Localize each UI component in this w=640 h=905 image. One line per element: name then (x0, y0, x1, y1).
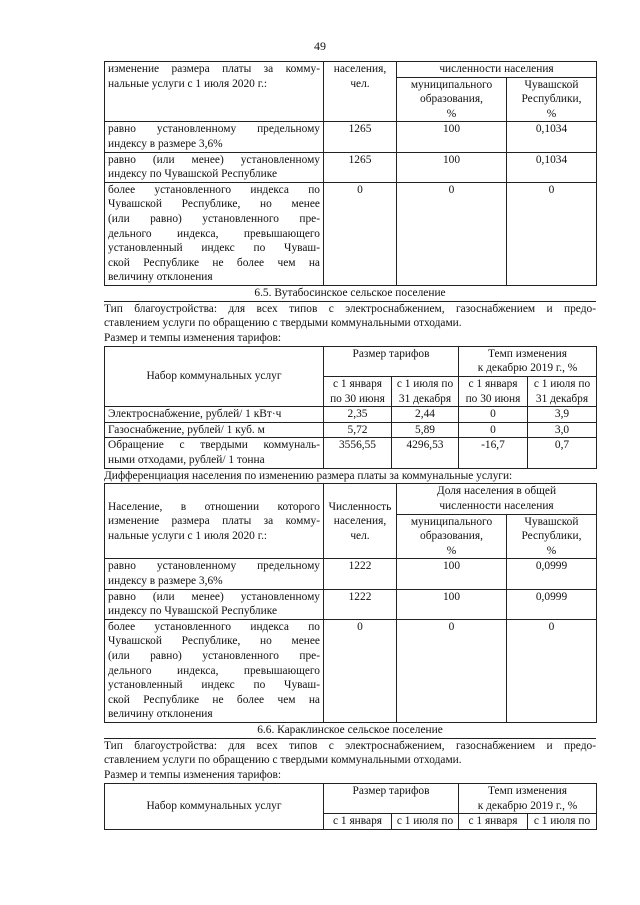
cell-republic: 0,1034 (507, 122, 597, 152)
cell-republic: 0,0999 (507, 559, 597, 589)
header-text: Республики, (521, 93, 582, 106)
tariffs-label: Размер и темпы изменения тарифов: (104, 332, 282, 345)
cell-value: 5,89 (392, 422, 459, 438)
header-cell-republic (507, 514, 597, 559)
table-row (105, 422, 597, 438)
header-cell-period (459, 377, 528, 407)
header-cell-period (392, 377, 459, 407)
row-label-line: (или равно) установленного пре- (108, 649, 320, 662)
table-header-row (105, 62, 597, 78)
table-header-row (105, 484, 597, 514)
cell-count: 0 (324, 619, 397, 722)
population-diff-table-continued (104, 61, 597, 286)
header-text: % (446, 107, 457, 120)
header-cell-period: с 1 июля по (528, 814, 597, 830)
row-label-line: Обращение с твердыми коммуналь- (108, 439, 320, 452)
header-text: образования, (420, 93, 483, 106)
cell-republic: 0 (507, 619, 597, 722)
header-text: Население, в отношении которого (108, 500, 320, 513)
table-row (105, 438, 597, 468)
row-label-line: величину отклонения (108, 708, 213, 721)
header-cell-tariff-size: Размер тарифов (324, 783, 459, 813)
header-text: изменение размера платы за комму- (108, 63, 320, 75)
tariff-table (104, 346, 597, 469)
cell-value: 2,35 (324, 407, 392, 423)
header-text: муниципального (410, 515, 493, 528)
cell-republic: 0 (507, 182, 597, 285)
row-label-line: индексу по Чувашской Республике (108, 605, 278, 618)
cell-municipal: 100 (397, 589, 507, 619)
amenities-type-text (104, 738, 596, 769)
row-label-line: ской Республике не более чем на (108, 693, 320, 706)
table-row (105, 589, 597, 619)
row-label-line: более установленного индекса по (108, 183, 320, 196)
header-cell-share-group (397, 484, 597, 514)
cell-value: 4296,53 (392, 438, 459, 468)
page-number: 49 (314, 39, 326, 53)
header-cell-count (324, 62, 397, 122)
row-label (105, 182, 324, 285)
header-text: с 1 июля по (396, 378, 454, 391)
cell-value: 0 (459, 407, 528, 423)
header-cell-period: с 1 января (459, 814, 528, 830)
header-text: чел. (350, 77, 370, 90)
cell-value: 0,7 (528, 438, 597, 468)
cell-municipal: 100 (397, 152, 507, 182)
cell-municipal: 0 (397, 182, 507, 285)
header-text: Республики, (521, 530, 582, 543)
cell-municipal: 0 (397, 619, 507, 722)
row-label (105, 619, 324, 722)
row-label-line: равно установленному предельному (108, 560, 320, 573)
differentiation-label: Дифференциация населения по изменению размера платы за коммунальные услуги: (104, 469, 513, 482)
header-text: % (446, 544, 457, 557)
header-cell-republic (507, 77, 597, 122)
cell-value: 3,0 (528, 422, 597, 438)
header-cell-population (105, 484, 324, 559)
row-label-line: дельного индекса, превышающего (108, 664, 320, 677)
header-cell-services: Набор коммунальных услуг (105, 346, 324, 406)
paragraph-line: ставлением услуги по обращению с твердыми коммунальными отходами. (104, 754, 462, 767)
row-label-line: индексу по Чувашской Республике (108, 168, 278, 181)
table-row (105, 122, 597, 152)
header-text: 31 декабря (398, 392, 452, 405)
header-text: по 30 июня (465, 392, 521, 405)
header-text: образования, (420, 530, 483, 543)
header-text: чел. (350, 529, 370, 542)
row-label-line: индексу в размере 3,6% (108, 575, 223, 587)
header-text: нальные услуги с 1 июля 2020 г.: (108, 529, 268, 542)
row-label-line: (или равно) установленного пре- (108, 212, 320, 225)
cell-value: 3,9 (528, 407, 597, 423)
header-cell-count (324, 484, 397, 559)
cell-value: 5,72 (324, 422, 392, 438)
table-row (105, 559, 597, 589)
cell-municipal: 100 (397, 122, 507, 152)
header-cell-municipal (397, 77, 507, 122)
header-cell-share-group: численности населения (397, 62, 597, 78)
cell-count: 1222 (324, 559, 397, 589)
table-row (105, 619, 597, 722)
header-text: с 1 января (468, 378, 518, 391)
header-cell-population (105, 62, 324, 122)
row-label-line: равно установленному предельному (108, 123, 320, 136)
tariff-table (104, 783, 597, 830)
header-text: численности населения (439, 500, 554, 513)
header-cell-period (528, 377, 597, 407)
row-label (105, 559, 324, 589)
header-text: муниципального (410, 78, 493, 91)
header-cell-tariff-size: Размер тарифов (324, 346, 459, 376)
table-row (105, 152, 597, 182)
cell-count: 1265 (324, 122, 397, 152)
paragraph-line: Тип благоустройства: для всех типов с электроснабжением, газоснабжением и предо- (104, 739, 596, 752)
header-cell-period (324, 377, 392, 407)
header-cell-services: Набор коммунальных услуг (105, 783, 324, 829)
row-label-line: равно (или менее) установленному (108, 153, 320, 166)
header-text: Темп изменения (488, 347, 568, 360)
cell-municipal: 100 (397, 559, 507, 589)
cell-value: 2,44 (392, 407, 459, 423)
row-label (105, 438, 324, 468)
row-label-line: установленный индекс по Чуваш- (108, 242, 320, 255)
row-label (105, 152, 324, 182)
population-diff-table (104, 483, 597, 723)
cell-count: 0 (324, 182, 397, 285)
row-label-line: более установленного индекса по (108, 620, 320, 633)
header-text: населения, (333, 63, 387, 75)
cell-value: 0 (459, 422, 528, 438)
row-label-line: Чувашской Республике, но менее (108, 198, 320, 211)
header-text: Чувашской (524, 515, 579, 528)
row-label-line: Чувашской Республике, но менее (108, 635, 320, 648)
cell-value: -16,7 (459, 438, 528, 468)
row-label (105, 122, 324, 152)
header-cell-municipal (397, 514, 507, 559)
header-text: с 1 июля по (533, 378, 591, 391)
header-text: с 1 января (333, 378, 382, 391)
header-text: изменение размера платы за комму- (108, 515, 320, 528)
row-label-line: величину отклонения (108, 271, 213, 284)
header-text: Численность (328, 500, 392, 513)
header-text: % (546, 107, 557, 120)
table-row (105, 182, 597, 285)
header-text: населения, (333, 515, 387, 528)
header-text: к декабрю 2019 г., % (477, 799, 578, 812)
table-header-row (105, 346, 597, 376)
table-row (105, 407, 597, 423)
header-cell-period: с 1 января (324, 814, 392, 830)
row-label-line: индексу в размере 3,6% (108, 137, 223, 150)
tariffs-label: Размер и темпы изменения тарифов: (104, 769, 282, 782)
paragraph-line: ставлением услуги по обращению с твердыми коммунальными отходами. (104, 317, 462, 330)
header-text: Темп изменения (488, 784, 568, 797)
amenities-type-text (104, 301, 596, 332)
header-text: 31 декабря (535, 392, 589, 405)
row-label-line: дельного индекса, превышающего (108, 227, 320, 240)
header-text: Доля населения в общей (436, 485, 557, 498)
cell-republic: 0,0999 (507, 589, 597, 619)
row-label-line: установленный индекс по Чуваш- (108, 679, 320, 692)
cell-republic: 0,1034 (507, 152, 597, 182)
header-text: нальные услуги с 1 июля 2020 г.: (108, 77, 268, 90)
row-label-line: ными отходами, рублей/ 1 тонна (108, 454, 265, 467)
row-label-line: равно (или менее) установленному (108, 590, 320, 603)
row-label-line: ской Республике не более чем на (108, 256, 320, 269)
header-text: % (546, 544, 557, 557)
section-title: 6.5. Вутабосинское сельское поселение (254, 286, 446, 299)
header-cell-period: с 1 июля по (392, 814, 459, 830)
section-title: 6.6. Караклинское сельское поселение (257, 723, 443, 736)
header-text: Чувашской (524, 78, 579, 91)
row-label: Электроснабжение, рублей/ 1 кВт·ч (105, 407, 324, 423)
header-text: к декабрю 2019 г., % (477, 362, 578, 375)
header-cell-change-rate (459, 346, 597, 376)
page-content (104, 61, 596, 830)
cell-count: 1265 (324, 152, 397, 182)
header-text: по 30 июня (330, 392, 385, 405)
row-label: Газоснабжение, рублей/ 1 куб. м (105, 422, 324, 438)
paragraph-line: Тип благоустройства: для всех типов с электроснабжением, газоснабжением и предо- (104, 302, 596, 315)
header-cell-change-rate (459, 783, 597, 813)
row-label (105, 589, 324, 619)
cell-count: 1222 (324, 589, 397, 619)
cell-value: 3556,55 (324, 438, 392, 468)
table-header-row (105, 783, 597, 813)
